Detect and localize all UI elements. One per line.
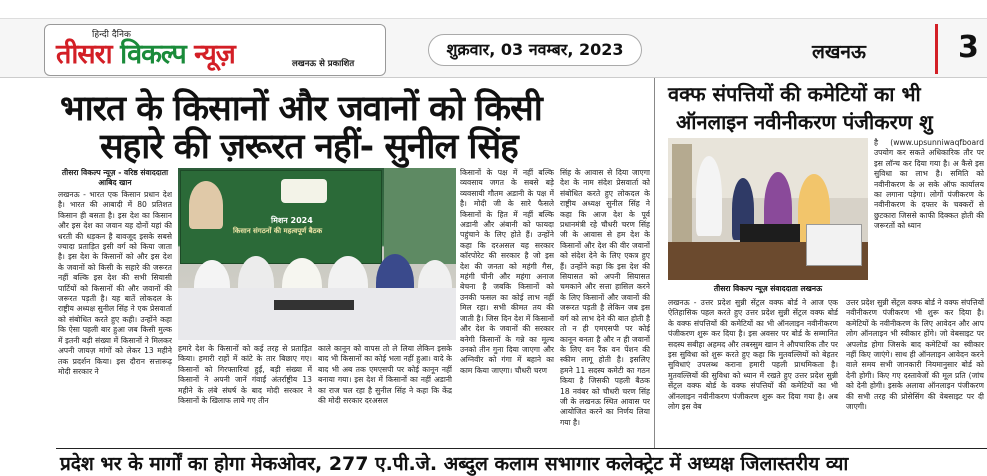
logo-word-1: तीसरा <box>56 39 112 70</box>
press-table <box>178 288 456 340</box>
page-number: 3 <box>958 30 979 65</box>
right-headline-line-2: ऑनलाइन नवीनीकरण पंजीकरण शु <box>676 110 933 134</box>
column-divider <box>654 78 655 448</box>
main-story-col-1: लखनऊ - भारत एक किसान प्रधान देश है। भारत की आबादी में 80 प्रतिशत किसान ही बसता है। इस देश का किसान और इस देश का जवान यह दोनों यहां की धरती की धड़कन है बावजूद इसके सबसे ज्यादा प्रताड़ित इसी वर्ग को किया जाता है। इस देश के किसानों को और इस देश के जवानों को किसी के सहारे की जरूरत नहीं बल्कि इस देश की सभी सियासी पार्टियों को किसानों की और जवानों की जरूरत पड़ती है। यह बातें लोकदल के राष्ट्रीय अध्यक्ष सुनील सिंह ने एक प्रेसवार्ता को संबोधित करते हुए कही। उन्होंने कहा कि ऐसा पहली बार हुआ जब किसी मुल्क में इतनी बड़ी संख्या में किसानों ने मिलकर अपनी जायज़ मांगों को लेकर 13 महीने तक प्रदर्शन किया। इस दौरान सत्तारूढ़ मोदी सरकार ने <box>58 190 172 376</box>
issue-date: शुक्रवार, 03 नवम्बर, 2023 <box>428 34 642 66</box>
right-story-col-b: उत्तर प्रदेश सुन्नी सेंट्रल वक्फ बोर्ड ने वक्फ संपत्तियों नवीनीकरण पंजीकरण भी शुरू कर दिया है। कमेटियों के नवीनीकरण के लिए आवेदन और आप लोग ऑनलाइन भी स्वीकार होंगे। जो वेबसाइट पर अपलोड होगा जिसके बाद कमेटियों का स्वीकार नहीं किए जाएंगे। साथ ही ऑनलाइन आवेदन करने वाले समय सभी जानकारी नियमानुसार बोर्ड को देनी होगी। किए गए दस्तावेजों की मूल प्रति (जांच को देनी होगी। इसके अलावा ऑनलाइन पंजीकरण की सभी तरह की प्रोसेसिंग की वेबसाइट पर दी जाएगी। <box>846 298 984 412</box>
logo-published-from: लखनऊ से प्रकाशित <box>292 59 355 69</box>
right-story-col-a: लखनऊ - उत्तर प्रदेश सुन्नी सेंट्रल वक्फ बोर्ड ने आज एक ऐतिहासिक पहल करते हुए उत्तर प्रदेश सुन्नी सेंट्रल वक्फ बोर्ड के वक्फ संपत्तियों की कमेटियों का भी ऑनलाइन नवीनीकरण पंजीकरण शुरू कर दिया है। इस अवसर पर बोर्ड के सम्मानित सदस्य सबीहा अहमद और तबस्सुम खान ने औपचारिक तौर पर इस सुविधा को शुरू करते हुए कहा कि मुतवल्लियों को बेहतर सुविधाएं उपलब्ध कराना हमारी पहली प्राथमिकता है। मुतवल्लियों की सुविधा को ध्यान में रखते हुए उत्तर प्रदेश सुन्नी सेंट्रल वक्फ बोर्ड के वक्फ संपत्तियों की कमेटियों का भी ऑनलाइन नवीनीकरण पंजीकरण शुरू कर दिया गया है। अब लोग इस वेब <box>668 298 838 412</box>
main-story-col-3: काले कानून को वापस तो ले लिया लेकिन इसके बाद भी किसानों का कोई भला नहीं हुआ। वादे के बाद भी अब तक एमएसपी पर कोई कानून नहीं बनाया गया। इस देश में किसानों का नहीं अडानी का राज चल रहा है सुनील सिंह ने कहा कि केंद्र की मोदी सरकार दरअसल <box>318 344 452 406</box>
right-headline-line-1: वक्फ संपत्तियों की कमेटियों का भी <box>668 82 921 106</box>
waqf-board-office-photo <box>668 138 868 280</box>
main-byline <box>58 168 172 188</box>
background-foliage <box>384 168 456 264</box>
main-headline-line-1: भारत के किसानों और जवानों को किसी <box>60 89 542 129</box>
bottom-headlines: प्रदेश भर के मार्गों का होगा मेकओवर, 277 ए.पी.जे. अब्दुल कलाम सभागार कलेक्ट्रेट में अध्यक्ष जिलास्तरीय व्या <box>60 453 849 475</box>
main-story-col-2: हमारे देश के किसानों को कई तरह से प्रताड़ित किया। हमारी राहों में कांटे के तार बिछाए गए। किसानों को गिरफ्तारियां हुईं, बड़ी संख्या में किसानों ने अपनी जानें गंवाईं अंतर्राष्ट्रीय 13 महीने के लंबे संघर्ष के बाद मोदी सरकार ने किसानों के खिलाफ लाये गए तीन <box>178 344 312 406</box>
banner-portrait <box>189 181 223 229</box>
main-story-col-5: सिंह के आवास से दिया जाएगा देश के नाम संदेश प्रेसवार्ता को संबोधित करते हुए लोकदल के राष्ट्रीय अध्यक्ष सुनील सिंह ने कहा कि आज देश के पूर्व प्रधानमंत्री रहे चौधरी चरण सिंह जी के आवास से हम देश के किसानों और देश की वीर जवानों को संदेश देने के लिए एकत्र हुए हैं। उन्होंने कहा कि इस देश की सियासत को अपनी सियासत चमकाने और सत्ता हासिल करने के लिए किसानों और जवानों की जरूरत पड़ती है लेकिन जब इस वर्ग को लाभ देने की बात होती है तो न ही एमएसपी पर कोई कानून बनता है और न ही जवानों के लिए वन रैंक वन पेंशन की स्कीम लागू होती है। इसलिए हमने 11 सदस्य कमेटी का गठन किया है जिसकी पहली बैठक 18 नवंबर को चौधरी चरण सिंह जी के लखनऊ स्थित आवास पर आयोजित करने का निर्णय लिया गया है। <box>560 168 650 427</box>
main-story-col-4: किसानों के पक्ष में नहीं बल्कि व्यवसाय जगत के सबसे बड़े व्यवसायी गौतम अडानी के पक्ष में है। मोदी जी के सारे फैसले किसानों के हित में नहीं बल्कि अडानी और अंबानी को फायदा पहुंचाने के लिए होते हैं। उन्होंने कहा कि दरअसल यह सरकार कॉरपोरेट की सरकार है जो इस देश की जनता को महंगी गैस, महंगी चीनी और महंगा अनाज बेचना है जबकि किसानों को उनकी फसल का कोई लाभ नहीं मिल रहा। सभी कीमत तय की जाती है। जिस दिन देश में किसानों और देश के जवानों की सरकार बनेगी किसानों के गन्ने का मूल्य उनको तीन गुना दिया जाएगा और अग्निवीर को गंगा में बहाने का काम किया जाएगा। चौधरी चरण <box>460 168 554 375</box>
banner-title: मिशन 2024 <box>271 216 313 225</box>
logo-word-2: विकल्प <box>120 39 186 70</box>
logo-wordmark <box>56 34 235 71</box>
top-margin <box>0 0 987 18</box>
byline-text: तीसरा विकल्प न्यूज़ - वरिष्ठ संवाददाता आबिद खान <box>61 168 169 188</box>
logo-tagline: हिन्दी दैनिक <box>92 30 131 40</box>
main-headline-line-2: सहारे की ज़रूरत नहीं- सुनील सिंह <box>100 127 518 167</box>
microphones <box>274 300 354 310</box>
printer <box>806 224 862 266</box>
farmers-press-conference-photo <box>178 168 456 340</box>
logo-word-3: न्यूज़ <box>194 39 235 70</box>
event-banner <box>180 170 382 264</box>
edition-city: लखनऊ <box>812 41 866 63</box>
official-1 <box>696 156 722 236</box>
banner-emblem <box>281 179 327 203</box>
masthead-divider <box>935 24 938 74</box>
photo-caption: तीसरा विकल्प न्यूज़ संवाददाता लखनऊ <box>713 284 823 293</box>
banner-subtitle: किसान संगठनों की महत्वपूर्ण बैठक <box>233 227 323 235</box>
right-story-side-col: है (www.upsunniwaqfboard उपयोग कर सकते अधिकारिक तौर पर इस लॉन्च कर दिया गया है। अ कैसे इस सुविधा का लाभ है। समिति को नवीनीकरण के अ सके ऑफ कार्यालय का लगाना पड़ेगा। लोगों पंजीकरण के नवीनीकरण के दफ्तर के चक्करों से छुटकारा जिससे काफी दिक्कत होती की जरूरतों को ध्यान <box>874 138 984 231</box>
